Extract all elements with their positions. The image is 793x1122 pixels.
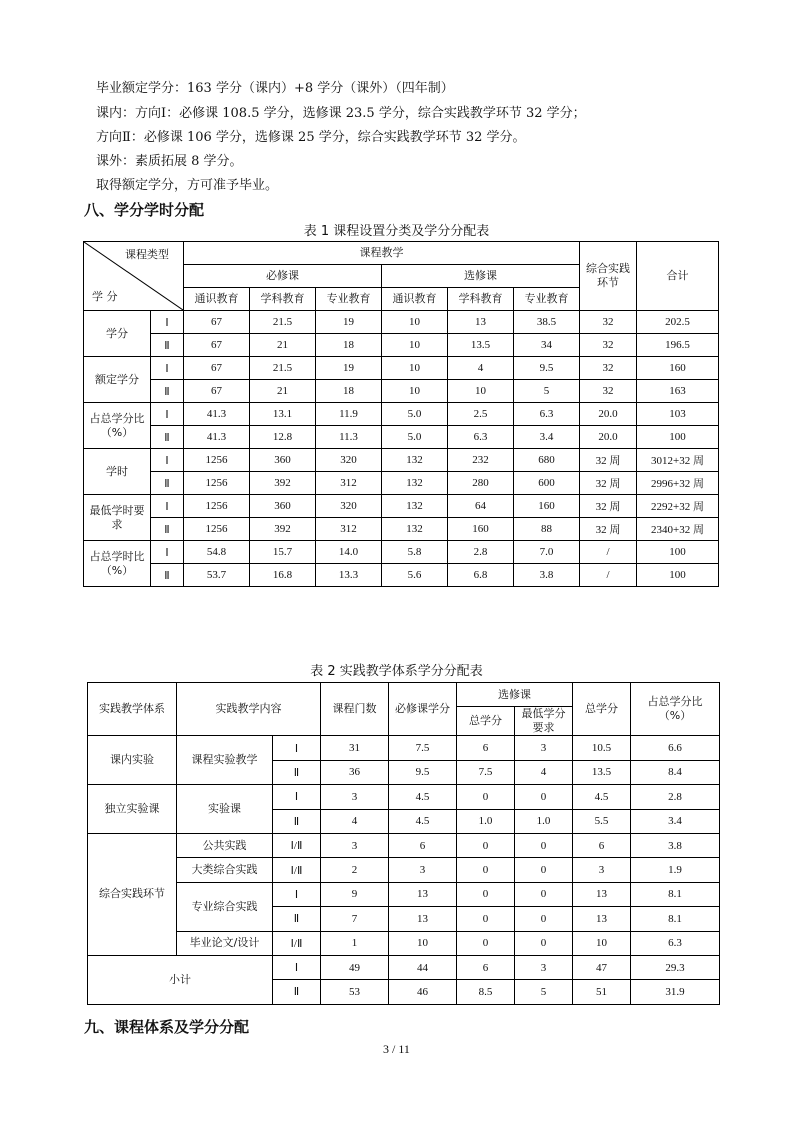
table-cell: 2996+32 周 [637, 472, 719, 495]
table-cell: 10 [382, 311, 448, 334]
practice-credit-table [87, 682, 720, 1005]
table-cell: 7.5 [389, 736, 457, 760]
table-cell: 3 [321, 833, 389, 857]
table-cell: 0 [457, 907, 515, 931]
content-label: 大类综合实践 [177, 858, 273, 882]
system-label: 综合实践环节 [88, 833, 177, 955]
sub-header: 通识教育 [184, 288, 250, 311]
table-cell: 196.5 [637, 334, 719, 357]
table-cell: 3.8 [631, 833, 720, 857]
sub-header: 专业教育 [316, 288, 382, 311]
total-credit-header: 总学分 [573, 683, 631, 736]
table-cell: 7 [321, 907, 389, 931]
table-cell: 2 [321, 858, 389, 882]
table-cell: 67 [184, 311, 250, 334]
table-row [84, 403, 719, 426]
table-cell: 100 [637, 426, 719, 449]
table-cell: 51 [573, 980, 631, 1004]
table-cell: 5.5 [573, 809, 631, 833]
table-row [84, 380, 719, 403]
table-cell: 14.0 [316, 541, 382, 564]
table-cell: 132 [382, 518, 448, 541]
required-credit-header: 必修课学分 [389, 683, 457, 736]
direction-label: Ⅰ [273, 955, 321, 979]
table-cell: 54.8 [184, 541, 250, 564]
table-cell: 10 [573, 931, 631, 955]
table-cell: / [580, 541, 637, 564]
table-cell: 3 [573, 858, 631, 882]
table-row [88, 785, 720, 809]
table-cell: 6.3 [448, 426, 514, 449]
table-cell: 20.0 [580, 426, 637, 449]
table-row [84, 449, 719, 472]
elective-header: 选修课 [382, 265, 580, 288]
table-cell: 16.8 [250, 564, 316, 587]
table-cell: 6.3 [631, 931, 720, 955]
table-cell: 10 [382, 357, 448, 380]
table-cell: 32 周 [580, 449, 637, 472]
table-cell: 32 [580, 334, 637, 357]
sub-header: 专业教育 [514, 288, 580, 311]
table-cell: 18 [316, 334, 382, 357]
sub-header: 学科教育 [448, 288, 514, 311]
table-cell: 5.0 [382, 426, 448, 449]
table-cell: 132 [382, 472, 448, 495]
ratio-header: 占总学分比（%） [631, 683, 720, 736]
table-cell: 100 [637, 541, 719, 564]
table-row [88, 833, 720, 857]
diag-credit-label: 学 分 [92, 290, 118, 303]
table-cell: 67 [184, 380, 250, 403]
table-cell: 21.5 [250, 357, 316, 380]
table-cell: 41.3 [184, 426, 250, 449]
table-cell: 5.8 [382, 541, 448, 564]
table-cell: 13.5 [573, 760, 631, 784]
table-cell: 10 [382, 334, 448, 357]
section-9-title: 九、课程体系及学分分配 [84, 1018, 250, 1036]
direction-label: Ⅱ [151, 334, 184, 357]
table-cell: 12.8 [250, 426, 316, 449]
table-cell: 2.5 [448, 403, 514, 426]
table-cell: 13 [573, 882, 631, 906]
table-row [84, 472, 719, 495]
table-cell: 6.3 [514, 403, 580, 426]
row-group-label: 学分 [84, 311, 151, 357]
table-2-caption: 表 2 实践教学体系学分分配表 [310, 664, 483, 679]
table-cell: 3 [389, 858, 457, 882]
table-cell: 6 [457, 955, 515, 979]
table-row [84, 495, 719, 518]
table-row [88, 931, 720, 955]
practice-header: 综合实践环节 [580, 242, 637, 311]
table-cell: 5.0 [382, 403, 448, 426]
table-cell: 13 [573, 907, 631, 931]
direction-label: Ⅱ [273, 809, 321, 833]
table-cell: 10 [382, 380, 448, 403]
table-cell: 8.1 [631, 882, 720, 906]
table-cell: 13.3 [316, 564, 382, 587]
table-cell: 53 [321, 980, 389, 1004]
table-cell: 21 [250, 334, 316, 357]
table-cell: 0 [515, 931, 573, 955]
table-cell: 47 [573, 955, 631, 979]
table-cell: 392 [250, 472, 316, 495]
table-cell: 13 [389, 907, 457, 931]
table-cell: 3.8 [514, 564, 580, 587]
content-label: 毕业论文/设计 [177, 931, 273, 955]
table-cell: 5 [514, 380, 580, 403]
table-cell: 600 [514, 472, 580, 495]
table-cell: 4.5 [389, 785, 457, 809]
table-cell: 88 [514, 518, 580, 541]
table-cell: 9.5 [389, 760, 457, 784]
table-cell: 19 [316, 311, 382, 334]
table-cell: 11.3 [316, 426, 382, 449]
table-cell: 53.7 [184, 564, 250, 587]
table-cell: 15.7 [250, 541, 316, 564]
content-label: 课程实验教学 [177, 736, 273, 785]
content-label: 实验课 [177, 785, 273, 834]
table-cell: 132 [382, 449, 448, 472]
table-cell: 320 [316, 449, 382, 472]
row-group-label: 最低学时要求 [84, 495, 151, 541]
intro-line-5: 取得额定学分，方可准予毕业。 [96, 178, 279, 193]
table-row [84, 426, 719, 449]
table-cell: 10.5 [573, 736, 631, 760]
table-cell: 0 [457, 882, 515, 906]
sub-header: 通识教育 [382, 288, 448, 311]
direction-label: Ⅰ/Ⅱ [273, 858, 321, 882]
table-row [88, 736, 720, 760]
table-cell: 3.4 [514, 426, 580, 449]
table-cell: 31 [321, 736, 389, 760]
table-cell: 7.0 [514, 541, 580, 564]
direction-label: Ⅱ [273, 907, 321, 931]
direction-label: Ⅰ [151, 541, 184, 564]
table-row [84, 541, 719, 564]
table-cell: 202.5 [637, 311, 719, 334]
table-cell: 29.3 [631, 955, 720, 979]
sub-header: 学科教育 [250, 288, 316, 311]
page-number: 3 / 11 [383, 1042, 410, 1056]
table-cell: 6.6 [631, 736, 720, 760]
credit-allocation-table [83, 241, 719, 587]
table-cell: 18 [316, 380, 382, 403]
table-cell: 160 [448, 518, 514, 541]
table-cell: 312 [316, 518, 382, 541]
direction-label: Ⅰ [273, 785, 321, 809]
table-cell: 21.5 [250, 311, 316, 334]
table-cell: 64 [448, 495, 514, 518]
table-cell: 0 [457, 833, 515, 857]
table-cell: 132 [382, 495, 448, 518]
table-cell: 5 [515, 980, 573, 1004]
table-cell: 160 [514, 495, 580, 518]
direction-label: Ⅱ [273, 980, 321, 1004]
elective-total-header: 总学分 [457, 707, 515, 736]
table-cell: 3.4 [631, 809, 720, 833]
table-cell: 6 [573, 833, 631, 857]
elective-header: 选修课 [457, 683, 573, 707]
table-row [84, 564, 719, 587]
table-cell: 31.9 [631, 980, 720, 1004]
table-cell: 3 [321, 785, 389, 809]
table-cell: 0 [515, 785, 573, 809]
table-cell: 4.5 [573, 785, 631, 809]
course-teaching-header: 课程教学 [184, 242, 580, 265]
table-cell: 5.6 [382, 564, 448, 587]
table-cell: 32 周 [580, 495, 637, 518]
intro-line-3: 方向Ⅱ：必修课 106 学分，选修课 25 学分，综合实践教学环节 32 学分。 [96, 130, 526, 145]
direction-label: Ⅱ [151, 564, 184, 587]
table-cell: 0 [515, 907, 573, 931]
table-cell: 3 [515, 955, 573, 979]
table-cell: 34 [514, 334, 580, 357]
table-cell: 1.0 [457, 809, 515, 833]
direction-label: Ⅱ [151, 426, 184, 449]
direction-label: Ⅰ/Ⅱ [273, 931, 321, 955]
table-cell: 0 [515, 833, 573, 857]
table-cell: 8.1 [631, 907, 720, 931]
table-cell: 11.9 [316, 403, 382, 426]
total-header: 合计 [637, 242, 719, 311]
content-header: 实践教学内容 [177, 683, 321, 736]
table-cell: 8.4 [631, 760, 720, 784]
table-cell: 280 [448, 472, 514, 495]
table-cell: 0 [457, 858, 515, 882]
table-row [84, 311, 719, 334]
table-cell: 0 [457, 785, 515, 809]
direction-label: Ⅱ [151, 518, 184, 541]
table-cell: 6.8 [448, 564, 514, 587]
table-cell: 4 [515, 760, 573, 784]
required-header: 必修课 [184, 265, 382, 288]
table-cell: 1256 [184, 449, 250, 472]
table-cell: 392 [250, 518, 316, 541]
table-cell: 32 [580, 357, 637, 380]
row-group-label: 占总学时比（%） [84, 541, 151, 587]
table-cell: 44 [389, 955, 457, 979]
table-cell: 160 [637, 357, 719, 380]
direction-label: Ⅰ [273, 882, 321, 906]
intro-line-1: 毕业额定学分：163 学分（课内）+8 学分（课外）（四年制） [96, 81, 454, 96]
table-cell: 19 [316, 357, 382, 380]
row-group-label: 占总学分比（%） [84, 403, 151, 449]
table-cell: 41.3 [184, 403, 250, 426]
table-cell: 67 [184, 357, 250, 380]
direction-label: Ⅰ [151, 357, 184, 380]
table-cell: 32 周 [580, 472, 637, 495]
table-cell: 1256 [184, 495, 250, 518]
system-header: 实践教学体系 [88, 683, 177, 736]
table-cell: 7.5 [457, 760, 515, 784]
table-cell: 1 [321, 931, 389, 955]
table-cell: 10 [448, 380, 514, 403]
table-row [88, 882, 720, 906]
table-row [84, 357, 719, 380]
table-cell: 0 [457, 931, 515, 955]
direction-label: Ⅱ [151, 472, 184, 495]
table-cell: 38.5 [514, 311, 580, 334]
table-cell: 32 [580, 380, 637, 403]
table-cell: 46 [389, 980, 457, 1004]
system-label: 课内实验 [88, 736, 177, 785]
system-label: 独立实验课 [88, 785, 177, 834]
table-row [84, 518, 719, 541]
table-cell: 232 [448, 449, 514, 472]
intro-line-4: 课外：素质拓展 8 学分。 [96, 154, 243, 169]
table-cell: 2340+32 周 [637, 518, 719, 541]
elective-min-header: 最低学分要求 [515, 707, 573, 736]
table-cell: 9 [321, 882, 389, 906]
table-cell: 1256 [184, 518, 250, 541]
direction-label: Ⅰ [151, 311, 184, 334]
table-cell: 32 周 [580, 518, 637, 541]
table-cell: 103 [637, 403, 719, 426]
table-cell: 2.8 [448, 541, 514, 564]
table-cell: 10 [389, 931, 457, 955]
table-cell: 1.9 [631, 858, 720, 882]
table-cell: / [580, 564, 637, 587]
direction-label: Ⅰ/Ⅱ [273, 833, 321, 857]
direction-label: Ⅰ [151, 403, 184, 426]
table-cell: 1256 [184, 472, 250, 495]
subtotal-label: 小计 [88, 955, 273, 1004]
table-cell: 3 [515, 736, 573, 760]
direction-label: Ⅰ [151, 449, 184, 472]
table-cell: 360 [250, 495, 316, 518]
table-row [84, 334, 719, 357]
table-cell: 13 [448, 311, 514, 334]
table-cell: 4.5 [389, 809, 457, 833]
table-cell: 0 [515, 858, 573, 882]
table-row [88, 955, 720, 979]
table-1-caption: 表 1 课程设置分类及学分分配表 [303, 224, 490, 239]
table-cell: 8.5 [457, 980, 515, 1004]
table-cell: 49 [321, 955, 389, 979]
table-cell: 163 [637, 380, 719, 403]
table-cell: 21 [250, 380, 316, 403]
table-cell: 3012+32 周 [637, 449, 719, 472]
table-cell: 360 [250, 449, 316, 472]
table-cell: 4 [448, 357, 514, 380]
table-cell: 4 [321, 809, 389, 833]
intro-line-2: 课内：方向Ⅰ：必修课 108.5 学分，选修课 23.5 学分，综合实践教学环节 32 学分； [96, 106, 586, 121]
content-label: 专业综合实践 [177, 882, 273, 931]
table-row [88, 858, 720, 882]
table-cell: 36 [321, 760, 389, 784]
table-cell: 6 [457, 736, 515, 760]
table-cell: 680 [514, 449, 580, 472]
table-cell: 20.0 [580, 403, 637, 426]
table-cell: 13 [389, 882, 457, 906]
direction-label: Ⅱ [151, 380, 184, 403]
table-cell: 2292+32 周 [637, 495, 719, 518]
diagonal-header-cell [84, 242, 184, 311]
table-cell: 6 [389, 833, 457, 857]
table-cell: 1.0 [515, 809, 573, 833]
table-cell: 0 [515, 882, 573, 906]
table-cell: 320 [316, 495, 382, 518]
content-label: 公共实践 [177, 833, 273, 857]
row-group-label: 额定学分 [84, 357, 151, 403]
section-8-title: 八、学分学时分配 [84, 201, 205, 219]
table-cell: 13.1 [250, 403, 316, 426]
table-cell: 9.5 [514, 357, 580, 380]
course-count-header: 课程门数 [321, 683, 389, 736]
direction-label: Ⅱ [273, 760, 321, 784]
table-cell: 312 [316, 472, 382, 495]
table-cell: 13.5 [448, 334, 514, 357]
table-cell: 100 [637, 564, 719, 587]
table-cell: 2.8 [631, 785, 720, 809]
direction-label: Ⅰ [151, 495, 184, 518]
diag-course-type-label: 课程类型 [125, 248, 169, 261]
row-group-label: 学时 [84, 449, 151, 495]
table-cell: 67 [184, 334, 250, 357]
direction-label: Ⅰ [273, 736, 321, 760]
table-cell: 32 [580, 311, 637, 334]
